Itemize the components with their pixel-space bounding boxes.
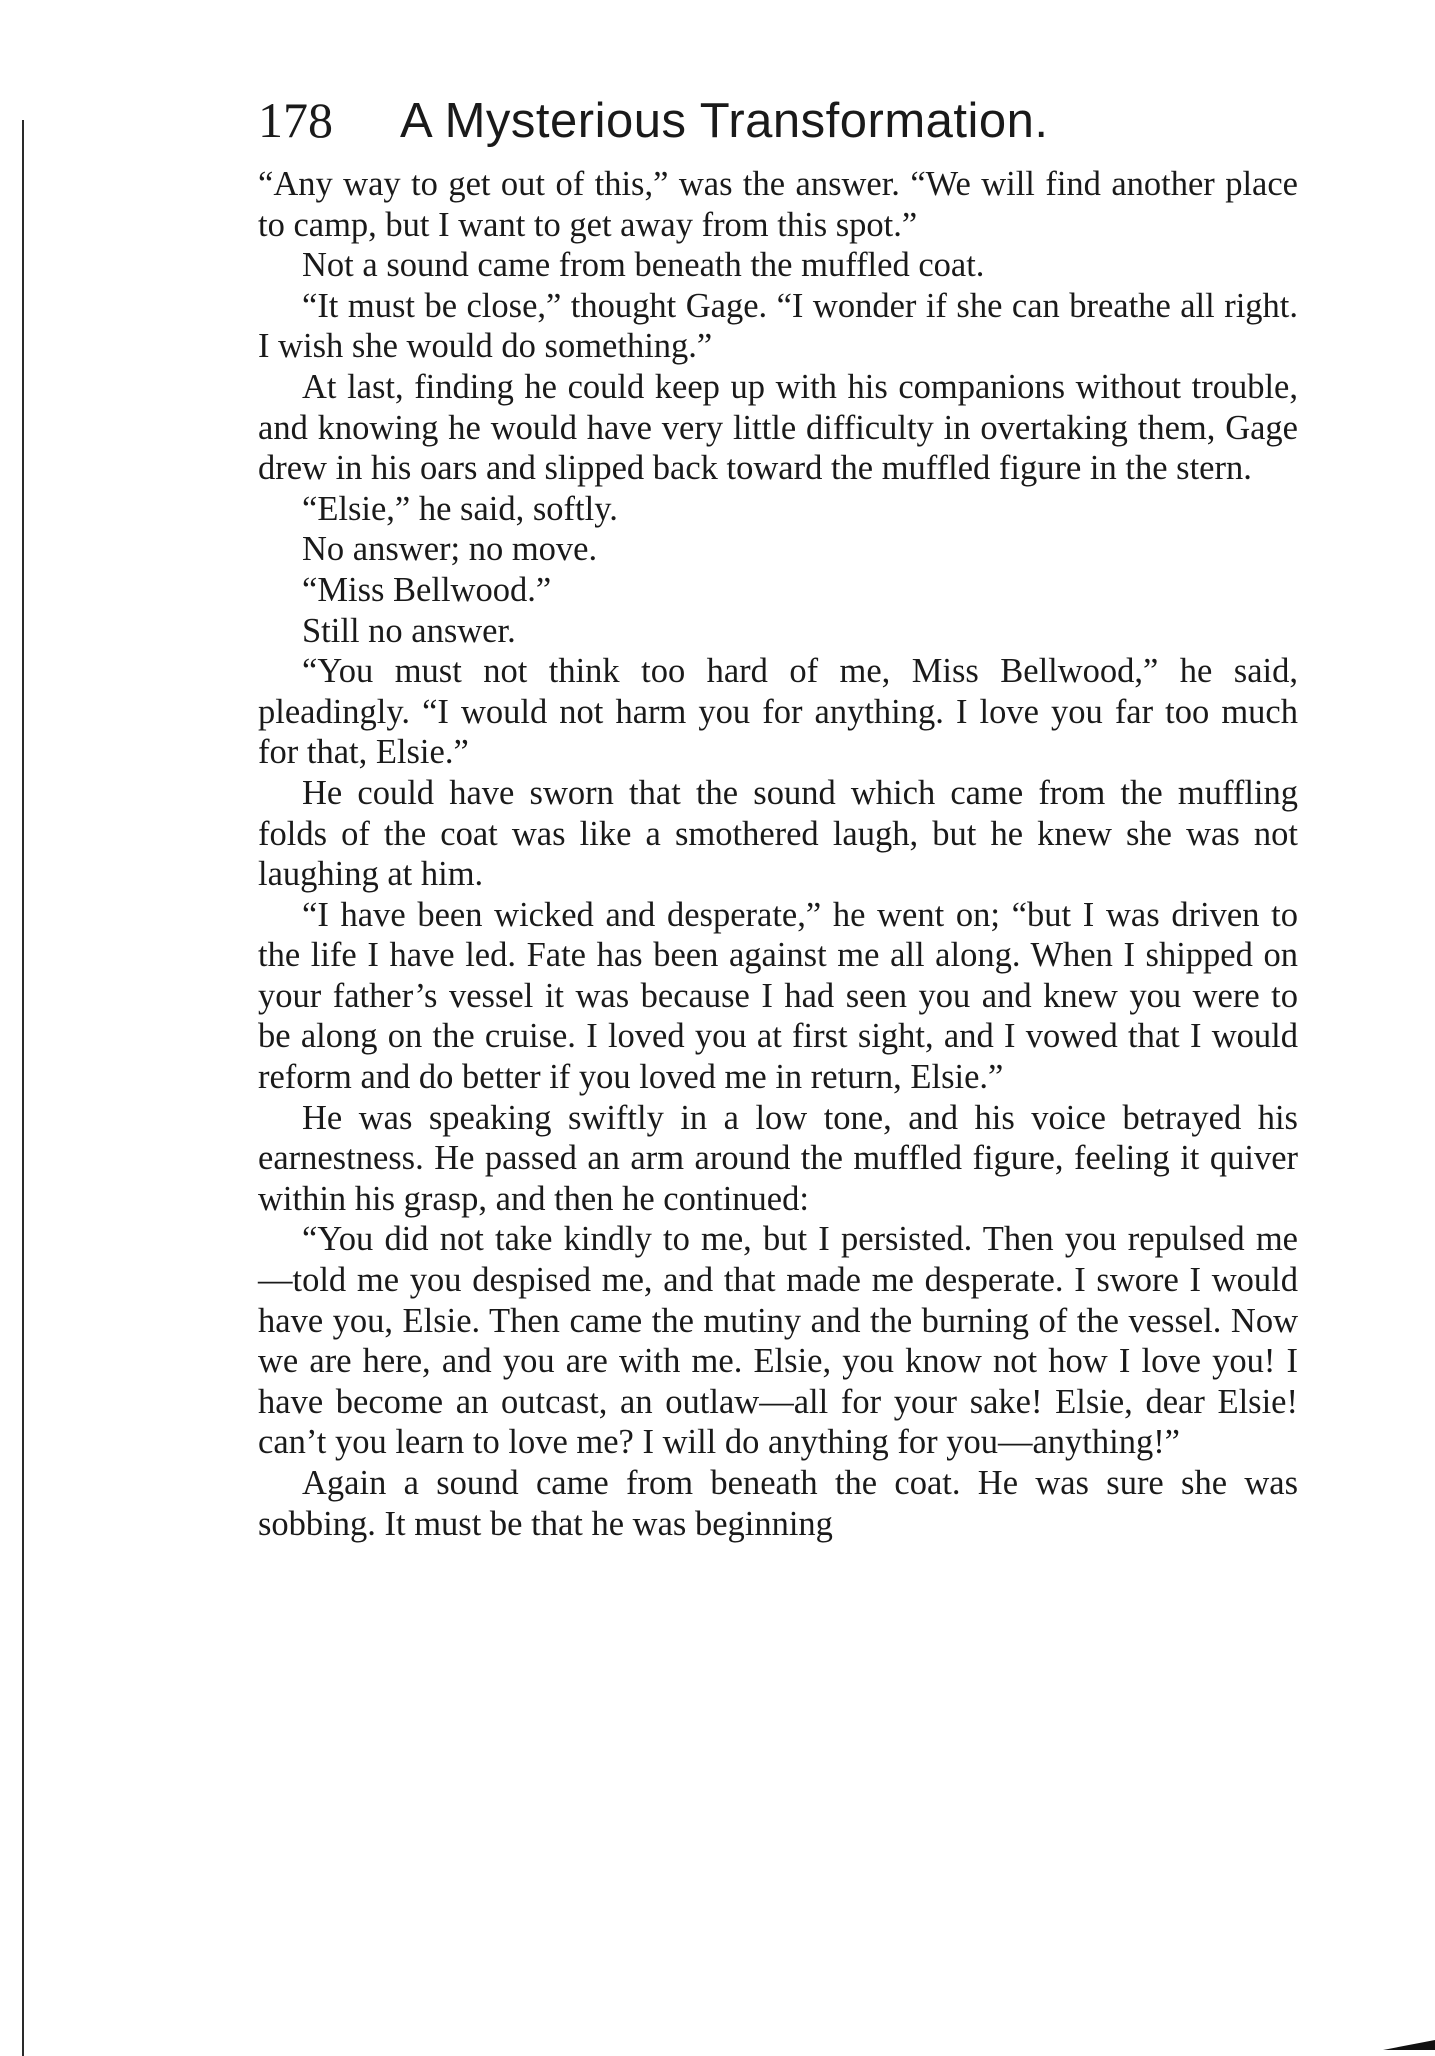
paragraph: No answer; no move.: [302, 530, 598, 569]
paragraph: “I have been wicked and desperate,” he went on; “but I was driven to the life I have led. Fate has been against me all along. When I shipped on your father’s vessel it was because I had seen you and knew you were to be along on the cruise. I loved you at first sight, and I vowed that I would reform and do better if you loved me in return, Elsie.”: [258, 895, 1298, 1097]
paragraph: Not a sound came from beneath the muffled coat.: [302, 246, 985, 285]
paragraph: He was speaking swiftly in a low tone, and his voice betrayed his earnestness. He passed an arm around the muffled figure, feeling it quiver within his grasp, and then he continued:: [258, 1098, 1298, 1218]
running-title: A Mysterious Transformation.: [400, 94, 1049, 148]
paragraph: “Any way to get out of this,” was the answer. “We will find another place to camp, but I want to get away from this spot.”: [258, 165, 1298, 244]
paragraph: At last, finding he could keep up with his companions without trouble, and knowing he would have very little difficulty in overtaking them, Gage drew in his oars and slipped back toward the muffled figure in the stern.: [258, 367, 1298, 488]
paragraph: Still no answer.: [302, 611, 516, 650]
paragraph: Again a sound came from beneath the coat. He was sure she was sobbing. It must be that he was beginning: [258, 1464, 1298, 1543]
body-text: [258, 164, 1298, 1544]
paragraph: “Elsie,” he said, softly.: [302, 489, 618, 528]
paragraph: He could have sworn that the sound which came from the muffling folds of the coat was like a smothered laugh, but he knew she was not laughing at him.: [258, 773, 1298, 894]
paragraph: “It must be close,” thought Gage. “I wonder if she can breathe all right. I wish she would do something.”: [258, 286, 1298, 366]
page-edge-line: [22, 120, 24, 2056]
page-header: [258, 85, 1298, 155]
paragraph: “You did not take kindly to me, but I persisted. Then you repulsed me—told me you despised me, and that made me desperate. I swore I would have you, Elsie. Then came the mutiny and the burning of the vessel. Now we are here, and you are with me. Elsie, you know not how I love you! I have become an outcast, an outlaw—all for your sake! Elsie, dear Elsie! can’t you learn to love me? I will do anything for you—anything!”: [258, 1220, 1298, 1462]
paragraph: “You must not think too hard of me, Miss Bellwood,” he said, pleadingly. “I would not harm you for anything. I love you far too much for that, Elsie.”: [258, 652, 1298, 772]
page-number: 178: [258, 92, 333, 148]
corner-scan-mark: [1383, 2040, 1435, 2050]
paragraph: “Miss Bellwood.”: [302, 570, 552, 609]
